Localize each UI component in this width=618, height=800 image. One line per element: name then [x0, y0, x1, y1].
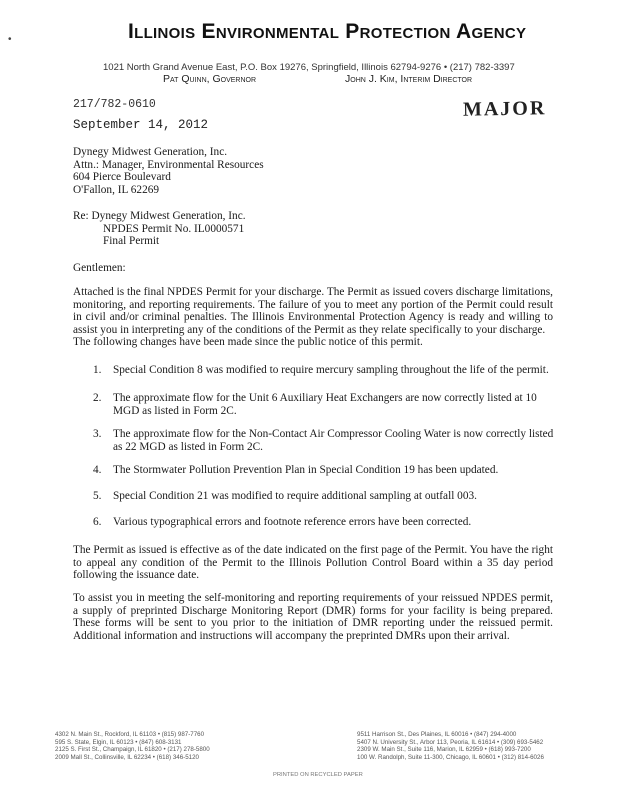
re-line: Re: Dynegy Midwest Generation, Inc. [73, 210, 246, 222]
change-number: 1. [93, 364, 102, 376]
footer-office: 2125 S. First St., Champaign, IL 61820 • (217) 278-5800 [55, 746, 210, 754]
footer-office: 4302 N. Main St., Rockford, IL 61103 • (815) 987-7760 [55, 731, 205, 738]
changes-intro: The following changes have been made since the public notice of this permit. [73, 336, 423, 348]
agency-address: 1021 North Grand Avenue East, P.O. Box 19276, Springfield, Illinois 62794-9276 • (217) 782-3397 [103, 62, 515, 73]
change-number: 6. [93, 516, 102, 528]
change-text: The approximate flow for the Unit 6 Auxiliary Heat Exchangers are now correctly listed at 10 MGD as listed in Form 2C. [113, 392, 537, 417]
re-permit-number: NPDES Permit No. IL0000571 [103, 222, 245, 235]
change-number: 2. [93, 392, 102, 404]
intro-paragraph: Attached is the final NPDES Permit for your discharge. The Permit as issued covers discharge limitations, monitoring, and reporting requirements. The failure of you to meet any portion of the Permit could result in civil and/or criminal penalties. The Illinois Environmental Protection Agency is ready and willing to assist you in interpreting any of the conditions of the Permit as they relate specifically to your discharge. [73, 286, 553, 336]
footer-office: 9511 Harrison St., Des Plaines, IL 60016 • (847) 294-4000 [357, 731, 517, 738]
re-permit-type: Final Permit [103, 235, 160, 248]
footer-office: 100 W. Randolph, Suite 11-300, Chicago, IL 60601 • (312) 814-6026 [357, 753, 544, 761]
dmr-paragraph: To assist you in meeting the self-monitoring and reporting requirements of your reissued NPDES permit, a supply of preprinted Discharge Monitoring Report (DMR) forms for your facility is being prepared. These forms will be sent to you prior to the initiation of DMR reporting under the reissued permit. Additional information and instructions will accompany the preprinted DMRs upon their arrival. [73, 592, 553, 642]
change-number: 5. [93, 490, 102, 502]
recycled-paper-note: PRINTED ON RECYCLED PAPER [273, 772, 363, 778]
director-name: John J. Kim, Interim Director [345, 73, 473, 85]
re-block [73, 210, 246, 248]
change-text: Special Condition 8 was modified to require mercury sampling throughout the life of the permit. [113, 364, 549, 376]
governor-name: Pat Quinn, Governor [163, 73, 257, 85]
letter-date: September 14, 2012 [73, 118, 209, 132]
recipient-address [73, 146, 264, 196]
recipient-line: 604 Pierce Boulevard [73, 171, 171, 184]
footer-office: 2309 W. Main St., Suite 116, Marion, IL 62959 • (618) 993-7200 [357, 746, 531, 754]
major-stamp: MAJOR [462, 97, 547, 121]
change-number: 4. [93, 464, 102, 476]
recipient-line: Attn.: Manager, Environmental Resources [73, 158, 264, 171]
footer-office: 5407 N. University St., Arbor 113, Peoria, IL 61614 • (309) 693-5462 [357, 738, 544, 746]
footer-offices-left [55, 731, 210, 761]
margin-mark: • [8, 34, 12, 45]
footer-office: 595 S. State, Elgin, IL 60123 • (847) 608-3131 [55, 738, 182, 746]
footer-office: 2009 Mall St., Collinsville, IL 62234 • (618) 346-5120 [55, 753, 199, 761]
change-number: 3. [93, 428, 102, 440]
footer-offices-right [357, 731, 544, 761]
recipient-line: Dynegy Midwest Generation, Inc. [73, 146, 228, 158]
change-text: Special Condition 21 was modified to require additional sampling at outfall 003. [113, 490, 477, 502]
change-text: Various typographical errors and footnote reference errors have been corrected. [113, 516, 472, 528]
agency-name: Illinois Environmental Protection Agency [128, 20, 527, 43]
change-text: The approximate flow for the Non-Contact Air Compressor Cooling Water is now correctly listed as 22 MGD as listed in Form 2C. [113, 428, 554, 453]
salutation: Gentlemen: [73, 262, 126, 274]
change-text: The Stormwater Pollution Prevention Plan in Special Condition 19 has been updated. [113, 464, 499, 476]
phone-number: 217/782-0610 [73, 98, 156, 111]
appeal-paragraph: The Permit as issued is effective as of the date indicated on the first page of the Permit. You have the right to appeal any condition of the Permit to the Illinois Pollution Control Board within a 35 day period following the issuance date. [73, 544, 553, 582]
recipient-line: O'Fallon, IL 62269 [73, 183, 160, 196]
